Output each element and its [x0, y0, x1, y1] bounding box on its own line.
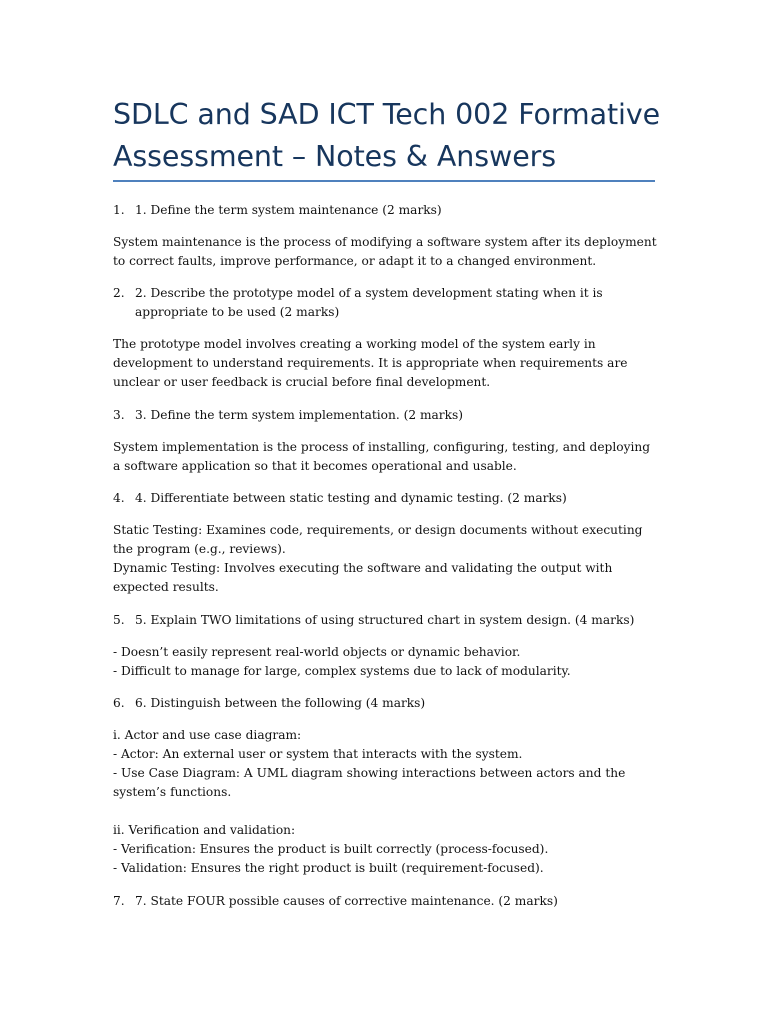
question-1: [113, 201, 658, 220]
question-number: 6.: [113, 696, 125, 710]
question-number: 1.: [113, 203, 125, 217]
answer-line: - Doesn’t easily represent real-world objects or dynamic behavior.: [113, 645, 521, 659]
answer-paragraph: Dynamic Testing: Involves executing the software and validating the output with expected results.: [113, 561, 613, 594]
answer-line: - Difficult to manage for large, complex systems due to lack of modularity.: [113, 664, 571, 678]
question-number: 7.: [113, 894, 125, 908]
answer-5: [113, 643, 658, 681]
answer-line: ii. Verification and validation:: [113, 823, 296, 837]
answer-line: - Validation: Ensures the right product is built (requirement-focused).: [113, 861, 544, 875]
question-text: 5. Explain TWO limitations of using structured chart in system design. (4 marks): [135, 613, 635, 627]
answer-line: i. Actor and use case diagram:: [113, 728, 302, 742]
question-5: [113, 611, 658, 630]
answer-line: - Verification: Ensures the product is built correctly (process-focused).: [113, 842, 549, 856]
answer-line: - Use Case Diagram: A UML diagram showing interactions between actors and the system’s functions.: [113, 766, 626, 799]
question-number: 4.: [113, 491, 125, 505]
question-7: [113, 892, 658, 911]
question-text: 1. Define the term system maintenance (2 marks): [135, 203, 442, 217]
answer-2: [113, 335, 658, 392]
question-6: [113, 694, 658, 713]
answer-paragraph: System implementation is the process of installing, configuring, testing, and deploying a software application so that it becomes operational and usable.: [113, 440, 651, 473]
question-text: 3. Define the term system implementation. (2 marks): [135, 408, 463, 422]
question-2: [113, 284, 658, 322]
question-text: 7. State FOUR possible causes of corrective maintenance. (2 marks): [135, 894, 558, 908]
answer-paragraph: Static Testing: Examines code, requirements, or design documents without executing the program (e.g., reviews).: [113, 523, 643, 556]
answer-4: [113, 521, 658, 597]
answer-paragraph: System maintenance is the process of modifying a software system after its deployment to correct faults, improve performance, or adapt it to a changed environment.: [113, 235, 657, 268]
question-4: [113, 489, 658, 508]
answer-spacer: [113, 802, 658, 821]
question-number: 2.: [113, 286, 125, 300]
question-3: [113, 406, 658, 425]
answer-line: - Actor: An external user or system that interacts with the system.: [113, 747, 523, 761]
document-title: SDLC and SAD ICT Tech 002 Formative Assessment – Notes & Answers: [113, 98, 661, 173]
question-number: 5.: [113, 613, 125, 627]
answer-3: [113, 438, 658, 476]
question-text: 2. Describe the prototype model of a system development stating when it is appropriate to be used (2 marks): [135, 286, 603, 319]
answer-6: [113, 726, 658, 878]
answer-paragraph: The prototype model involves creating a working model of the system early in development to understand requirements. It is appropriate when requirements are unclear or user feedback is crucial before final development.: [113, 337, 628, 389]
title-underline: [113, 180, 655, 182]
question-text: 6. Distinguish between the following (4 marks): [135, 696, 426, 710]
question-text: 4. Differentiate between static testing and dynamic testing. (2 marks): [135, 491, 567, 505]
question-number: 3.: [113, 408, 125, 422]
answer-1: [113, 233, 658, 271]
